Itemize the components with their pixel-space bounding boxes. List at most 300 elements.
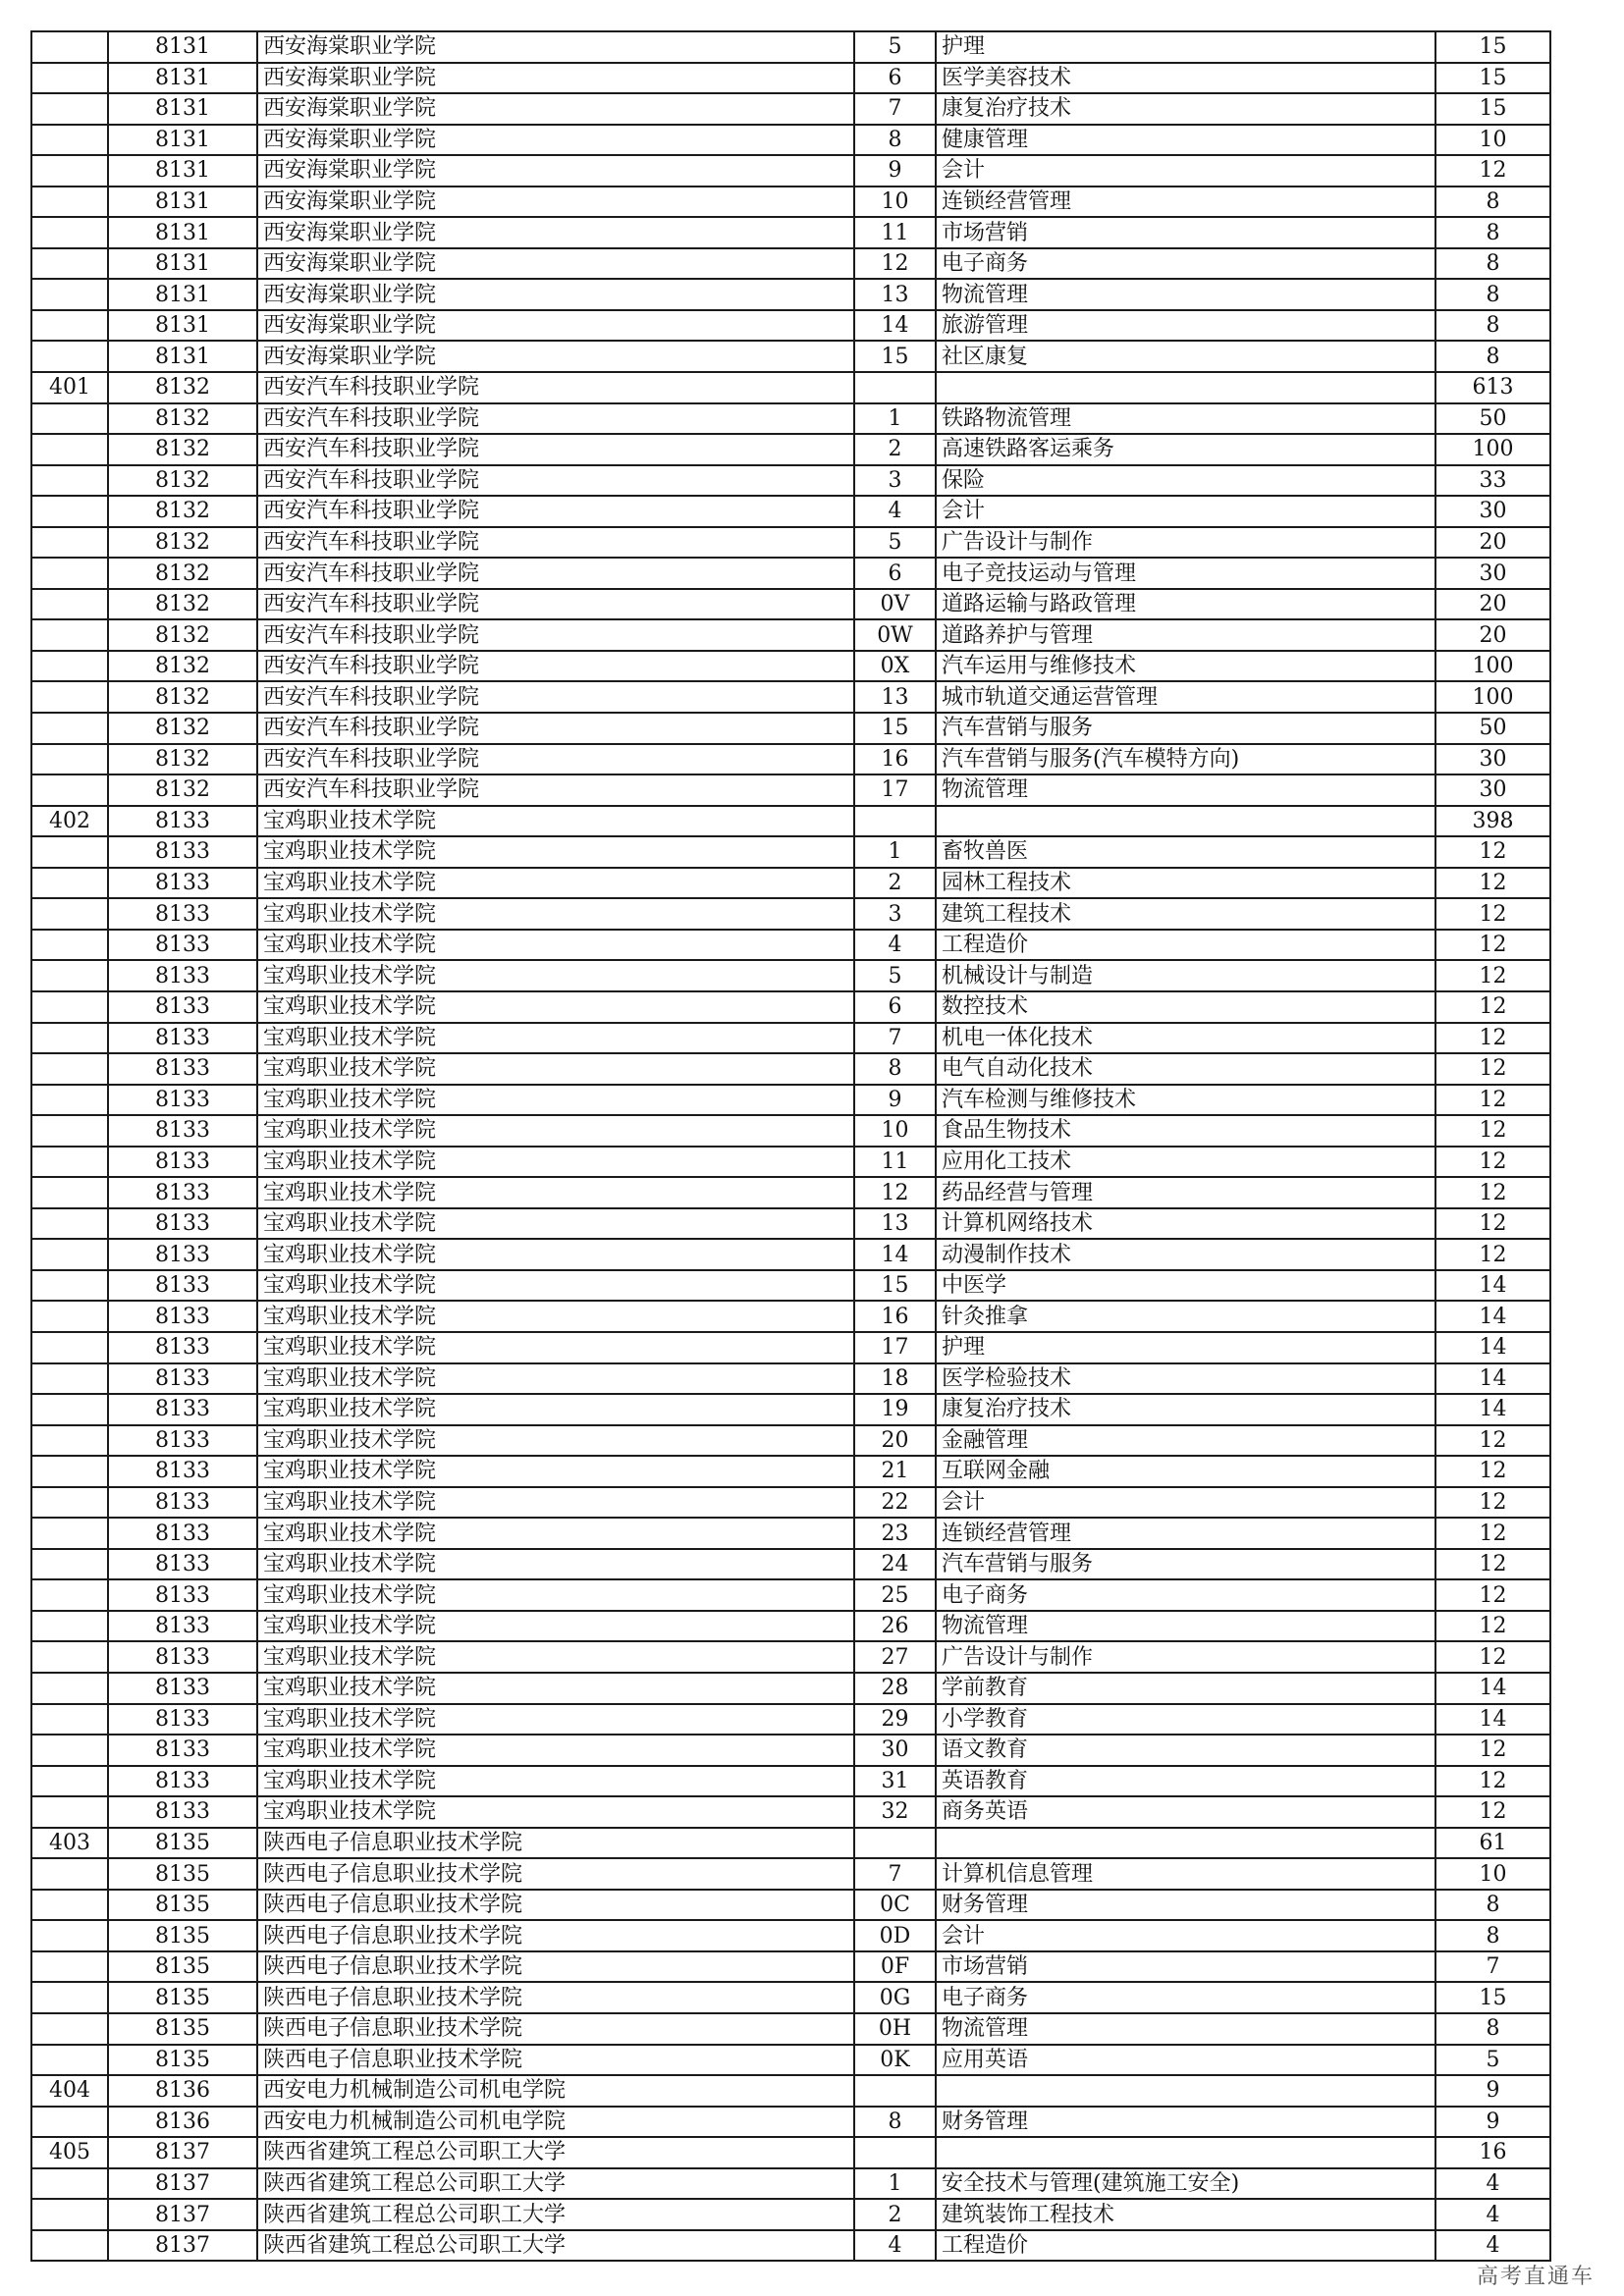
plan-count-cell: 30: [1435, 558, 1550, 589]
school-name-cell: 西安汽车科技职业学院: [257, 651, 854, 682]
school-name-cell: 宝鸡职业技术学院: [257, 898, 854, 930]
school-code-cell: 8133: [108, 1085, 257, 1116]
seq-cell: [31, 1704, 108, 1735]
school-name-cell: 西安汽车科技职业学院: [257, 434, 854, 465]
plan-count-cell: 613: [1435, 372, 1550, 403]
plan-count-cell: 14: [1435, 1301, 1550, 1332]
major-code-cell: 0W: [854, 619, 936, 651]
school-name-cell: 西安海棠职业学院: [257, 248, 854, 280]
plan-count-cell: 30: [1435, 744, 1550, 775]
school-code-cell: 8132: [108, 619, 257, 651]
major-name-cell: [936, 1828, 1435, 1859]
seq-cell: [31, 1920, 108, 1951]
major-code-cell: 0X: [854, 651, 936, 682]
school-name-cell: 西安汽车科技职业学院: [257, 774, 854, 806]
school-code-cell: 8133: [108, 1796, 257, 1828]
school-name-cell: 陕西电子信息职业技术学院: [257, 2045, 854, 2076]
plan-count-cell: 14: [1435, 1673, 1550, 1704]
seq-cell: [31, 1858, 108, 1890]
major-name-cell: 电子竞技运动与管理: [936, 558, 1435, 589]
plan-count-cell: 8: [1435, 2013, 1550, 2045]
seq-cell: 402: [31, 806, 108, 837]
major-name-cell: 医学检验技术: [936, 1363, 1435, 1395]
school-name-cell: 西安汽车科技职业学院: [257, 713, 854, 744]
plan-count-cell: 15: [1435, 31, 1550, 63]
major-name-cell: 铁路物流管理: [936, 403, 1435, 435]
plan-count-cell: 12: [1435, 1641, 1550, 1673]
major-code-cell: 1: [854, 836, 936, 868]
seq-cell: [31, 125, 108, 156]
major-name-cell: 高速铁路客运乘务: [936, 434, 1435, 465]
major-name-cell: 电气自动化技术: [936, 1053, 1435, 1085]
school-name-cell: 陕西电子信息职业技术学院: [257, 1982, 854, 2013]
major-name-cell: 应用英语: [936, 2045, 1435, 2076]
seq-cell: [31, 1735, 108, 1766]
table-row: [31, 1735, 1550, 1766]
major-code-cell: 12: [854, 1177, 936, 1208]
seq-cell: [31, 991, 108, 1023]
major-code-cell: 15: [854, 1270, 936, 1302]
plan-count-cell: 4: [1435, 2168, 1550, 2200]
school-name-cell: 宝鸡职业技术学院: [257, 1704, 854, 1735]
seq-cell: [31, 1487, 108, 1519]
major-name-cell: 动漫制作技术: [936, 1239, 1435, 1270]
major-name-cell: 畜牧兽医: [936, 836, 1435, 868]
table-body: [31, 31, 1550, 2261]
table-row: [31, 1115, 1550, 1147]
school-code-cell: 8133: [108, 1425, 257, 1457]
school-code-cell: 8133: [108, 1641, 257, 1673]
school-code-cell: 8135: [108, 1951, 257, 1983]
plan-count-cell: 16: [1435, 2137, 1550, 2168]
school-name-cell: 宝鸡职业技术学院: [257, 1673, 854, 1704]
major-code-cell: 16: [854, 1301, 936, 1332]
table-row: [31, 93, 1550, 125]
table-row: [31, 713, 1550, 744]
major-code-cell: 8: [854, 1053, 936, 1085]
table-row: [31, 187, 1550, 218]
school-code-cell: 8133: [108, 1456, 257, 1487]
table-row: [31, 496, 1550, 527]
school-code-cell: 8133: [108, 1301, 257, 1332]
plan-count-cell: 12: [1435, 1177, 1550, 1208]
school-code-cell: 8135: [108, 1982, 257, 2013]
major-name-cell: 康复治疗技术: [936, 93, 1435, 125]
school-code-cell: 8132: [108, 496, 257, 527]
major-code-cell: 23: [854, 1518, 936, 1549]
major-name-cell: 食品生物技术: [936, 1115, 1435, 1147]
major-name-cell: 物流管理: [936, 279, 1435, 310]
school-code-cell: 8133: [108, 1704, 257, 1735]
major-code-cell: 9: [854, 155, 936, 187]
school-code-cell: 8133: [108, 1394, 257, 1425]
seq-cell: [31, 1053, 108, 1085]
school-name-cell: 陕西电子信息职业技术学院: [257, 1951, 854, 1983]
major-name-cell: 物流管理: [936, 1611, 1435, 1642]
school-code-cell: 8132: [108, 744, 257, 775]
major-name-cell: 药品经营与管理: [936, 1177, 1435, 1208]
major-name-cell: 中医学: [936, 1270, 1435, 1302]
school-code-cell: 8133: [108, 930, 257, 961]
school-code-cell: 8137: [108, 2230, 257, 2262]
table-row: [31, 1641, 1550, 1673]
plan-count-cell: 8: [1435, 341, 1550, 372]
plan-count-cell: 398: [1435, 806, 1550, 837]
seq-cell: [31, 589, 108, 620]
seq-cell: [31, 1023, 108, 1054]
table-row: [31, 2168, 1550, 2200]
school-code-cell: 8135: [108, 2013, 257, 2045]
major-name-cell: 医学美容技术: [936, 63, 1435, 94]
table-row: [31, 868, 1550, 899]
major-code-cell: 19: [854, 1394, 936, 1425]
watermark-text: 高考直通车: [1476, 2265, 1595, 2289]
major-name-cell: 汽车营销与服务(汽车模特方向): [936, 744, 1435, 775]
major-code-cell: 5: [854, 960, 936, 991]
major-name-cell: 市场营销: [936, 1951, 1435, 1983]
school-code-cell: 8132: [108, 465, 257, 497]
seq-cell: [31, 1394, 108, 1425]
table-row: [31, 155, 1550, 187]
school-code-cell: 8132: [108, 713, 257, 744]
school-name-cell: 西安汽车科技职业学院: [257, 619, 854, 651]
major-code-cell: 7: [854, 1858, 936, 1890]
table-row: [31, 1177, 1550, 1208]
major-code-cell: 17: [854, 774, 936, 806]
major-name-cell: 电子商务: [936, 248, 1435, 280]
table-row: [31, 651, 1550, 682]
plan-count-cell: 30: [1435, 774, 1550, 806]
table-row: [31, 125, 1550, 156]
plan-count-cell: 12: [1435, 1549, 1550, 1580]
table-row: [31, 2137, 1550, 2168]
major-code-cell: 11: [854, 1147, 936, 1178]
major-code-cell: 26: [854, 1611, 936, 1642]
school-name-cell: 宝鸡职业技术学院: [257, 1735, 854, 1766]
major-code-cell: 0F: [854, 1951, 936, 1983]
school-code-cell: 8135: [108, 1858, 257, 1890]
table-row: [31, 31, 1550, 63]
plan-count-cell: 14: [1435, 1332, 1550, 1363]
school-code-cell: 8131: [108, 155, 257, 187]
school-code-cell: 8133: [108, 1549, 257, 1580]
school-name-cell: 宝鸡职业技术学院: [257, 1085, 854, 1116]
seq-cell: [31, 496, 108, 527]
major-name-cell: 汽车营销与服务: [936, 1549, 1435, 1580]
seq-cell: [31, 681, 108, 713]
school-code-cell: 8133: [108, 806, 257, 837]
table-row: [31, 1301, 1550, 1332]
school-code-cell: 8132: [108, 651, 257, 682]
seq-cell: [31, 217, 108, 248]
seq-cell: [31, 1982, 108, 2013]
table-row: [31, 1394, 1550, 1425]
plan-count-cell: 100: [1435, 651, 1550, 682]
major-code-cell: 24: [854, 1549, 936, 1580]
major-name-cell: 连锁经营管理: [936, 187, 1435, 218]
school-name-cell: 宝鸡职业技术学院: [257, 1549, 854, 1580]
seq-cell: [31, 465, 108, 497]
plan-count-cell: 5: [1435, 2045, 1550, 2076]
seq-cell: [31, 341, 108, 372]
enrollment-plan-table: [30, 30, 1551, 2262]
plan-count-cell: 12: [1435, 1518, 1550, 1549]
school-name-cell: 宝鸡职业技术学院: [257, 1053, 854, 1085]
major-code-cell: 0V: [854, 589, 936, 620]
school-code-cell: 8133: [108, 1053, 257, 1085]
plan-count-cell: 8: [1435, 310, 1550, 342]
major-name-cell: [936, 806, 1435, 837]
school-code-cell: 8133: [108, 1270, 257, 1302]
school-name-cell: 宝鸡职业技术学院: [257, 806, 854, 837]
plan-count-cell: 14: [1435, 1394, 1550, 1425]
major-code-cell: 8: [854, 2107, 936, 2138]
school-name-cell: 西安汽车科技职业学院: [257, 527, 854, 559]
major-code-cell: [854, 372, 936, 403]
school-name-cell: 宝鸡职业技术学院: [257, 1177, 854, 1208]
major-name-cell: 金融管理: [936, 1425, 1435, 1457]
table-row: [31, 1270, 1550, 1302]
table-row: [31, 1673, 1550, 1704]
table-row: [31, 1549, 1550, 1580]
table-row: [31, 558, 1550, 589]
school-name-cell: 宝鸡职业技术学院: [257, 1456, 854, 1487]
plan-count-cell: 12: [1435, 1147, 1550, 1178]
major-name-cell: 应用化工技术: [936, 1147, 1435, 1178]
plan-count-cell: 30: [1435, 496, 1550, 527]
plan-count-cell: 12: [1435, 1085, 1550, 1116]
seq-cell: [31, 187, 108, 218]
plan-count-cell: 15: [1435, 93, 1550, 125]
seq-cell: [31, 1208, 108, 1240]
school-code-cell: 8133: [108, 898, 257, 930]
table-row: [31, 1487, 1550, 1519]
major-code-cell: 6: [854, 63, 936, 94]
major-code-cell: 11: [854, 217, 936, 248]
table-row: [31, 1208, 1550, 1240]
school-code-cell: 8133: [108, 1332, 257, 1363]
school-name-cell: 陕西省建筑工程总公司职工大学: [257, 2168, 854, 2200]
school-name-cell: 陕西电子信息职业技术学院: [257, 1890, 854, 1921]
school-code-cell: 8136: [108, 2075, 257, 2107]
table-row: [31, 2045, 1550, 2076]
school-code-cell: 8133: [108, 1673, 257, 1704]
seq-cell: [31, 868, 108, 899]
major-code-cell: 8: [854, 125, 936, 156]
school-code-cell: 8132: [108, 403, 257, 435]
table-row: [31, 1023, 1550, 1054]
seq-cell: [31, 558, 108, 589]
seq-cell: [31, 93, 108, 125]
plan-count-cell: 12: [1435, 868, 1550, 899]
seq-cell: [31, 248, 108, 280]
table-row: [31, 310, 1550, 342]
major-name-cell: 互联网金融: [936, 1456, 1435, 1487]
plan-count-cell: 12: [1435, 1053, 1550, 1085]
school-name-cell: 宝鸡职业技术学院: [257, 1363, 854, 1395]
major-code-cell: 18: [854, 1363, 936, 1395]
school-code-cell: 8136: [108, 2107, 257, 2138]
major-name-cell: 计算机网络技术: [936, 1208, 1435, 1240]
table-row: [31, 217, 1550, 248]
major-name-cell: 广告设计与制作: [936, 1641, 1435, 1673]
plan-count-cell: 12: [1435, 1023, 1550, 1054]
major-name-cell: 康复治疗技术: [936, 1394, 1435, 1425]
table-row: [31, 991, 1550, 1023]
table-row: [31, 248, 1550, 280]
school-name-cell: 陕西省建筑工程总公司职工大学: [257, 2137, 854, 2168]
plan-count-cell: 12: [1435, 1766, 1550, 1797]
major-name-cell: [936, 2137, 1435, 2168]
major-name-cell: 语文教育: [936, 1735, 1435, 1766]
major-name-cell: 工程造价: [936, 2230, 1435, 2262]
major-code-cell: 7: [854, 1023, 936, 1054]
seq-cell: [31, 527, 108, 559]
school-code-cell: 8132: [108, 589, 257, 620]
seq-cell: [31, 1085, 108, 1116]
major-name-cell: 市场营销: [936, 217, 1435, 248]
table-row: [31, 1858, 1550, 1890]
school-name-cell: 西安汽车科技职业学院: [257, 403, 854, 435]
major-code-cell: 5: [854, 527, 936, 559]
plan-count-cell: 100: [1435, 434, 1550, 465]
major-name-cell: [936, 2075, 1435, 2107]
major-code-cell: 32: [854, 1796, 936, 1828]
school-name-cell: 宝鸡职业技术学院: [257, 1208, 854, 1240]
major-code-cell: 12: [854, 248, 936, 280]
seq-cell: [31, 1147, 108, 1178]
table-row: [31, 1053, 1550, 1085]
table-row: [31, 2230, 1550, 2262]
school-name-cell: 西安海棠职业学院: [257, 125, 854, 156]
school-code-cell: 8131: [108, 125, 257, 156]
plan-count-cell: 12: [1435, 960, 1550, 991]
school-code-cell: 8132: [108, 372, 257, 403]
major-code-cell: 3: [854, 465, 936, 497]
school-name-cell: 西安汽车科技职业学院: [257, 496, 854, 527]
school-name-cell: 西安汽车科技职业学院: [257, 681, 854, 713]
plan-count-cell: 14: [1435, 1704, 1550, 1735]
major-code-cell: 2: [854, 868, 936, 899]
plan-count-cell: 12: [1435, 1456, 1550, 1487]
school-name-cell: 陕西电子信息职业技术学院: [257, 1920, 854, 1951]
major-code-cell: 0G: [854, 1982, 936, 2013]
table-row: [31, 341, 1550, 372]
school-name-cell: 宝鸡职业技术学院: [257, 1332, 854, 1363]
major-code-cell: 6: [854, 558, 936, 589]
major-name-cell: 机械设计与制造: [936, 960, 1435, 991]
school-name-cell: 西安海棠职业学院: [257, 155, 854, 187]
school-code-cell: 8133: [108, 1177, 257, 1208]
seq-cell: [31, 744, 108, 775]
plan-count-cell: 12: [1435, 1611, 1550, 1642]
major-name-cell: 道路运输与路政管理: [936, 589, 1435, 620]
seq-cell: [31, 1239, 108, 1270]
table-row: [31, 465, 1550, 497]
school-code-cell: 8137: [108, 2137, 257, 2168]
major-code-cell: 4: [854, 930, 936, 961]
major-name-cell: 汽车运用与维修技术: [936, 651, 1435, 682]
school-name-cell: 宝鸡职业技术学院: [257, 1518, 854, 1549]
plan-count-cell: 50: [1435, 713, 1550, 744]
school-code-cell: 8132: [108, 774, 257, 806]
school-name-cell: 宝鸡职业技术学院: [257, 836, 854, 868]
major-code-cell: 27: [854, 1641, 936, 1673]
plan-count-cell: 12: [1435, 930, 1550, 961]
major-name-cell: 汽车检测与维修技术: [936, 1085, 1435, 1116]
major-name-cell: 针灸推拿: [936, 1301, 1435, 1332]
seq-cell: [31, 1518, 108, 1549]
major-code-cell: 4: [854, 496, 936, 527]
table-row: [31, 1332, 1550, 1363]
seq-cell: 405: [31, 2137, 108, 2168]
school-code-cell: 8131: [108, 187, 257, 218]
seq-cell: [31, 1951, 108, 1983]
major-name-cell: 汽车营销与服务: [936, 713, 1435, 744]
school-name-cell: 西安海棠职业学院: [257, 279, 854, 310]
major-code-cell: 0H: [854, 2013, 936, 2045]
seq-cell: [31, 1363, 108, 1395]
seq-cell: [31, 930, 108, 961]
table-row: [31, 1890, 1550, 1921]
major-code-cell: 7: [854, 93, 936, 125]
school-code-cell: 8137: [108, 2199, 257, 2230]
table-row: [31, 1766, 1550, 1797]
major-name-cell: 商务英语: [936, 1796, 1435, 1828]
major-name-cell: 道路养护与管理: [936, 619, 1435, 651]
table-row: [31, 1456, 1550, 1487]
major-name-cell: 园林工程技术: [936, 868, 1435, 899]
school-code-cell: 8133: [108, 1208, 257, 1240]
plan-count-cell: 12: [1435, 836, 1550, 868]
table-row: [31, 1828, 1550, 1859]
school-name-cell: 宝鸡职业技术学院: [257, 1147, 854, 1178]
school-code-cell: 8131: [108, 93, 257, 125]
seq-cell: [31, 1796, 108, 1828]
seq-cell: [31, 2107, 108, 2138]
major-code-cell: 10: [854, 1115, 936, 1147]
school-code-cell: 8131: [108, 63, 257, 94]
table-row: [31, 1951, 1550, 1983]
school-name-cell: 西安海棠职业学院: [257, 31, 854, 63]
school-code-cell: 8132: [108, 558, 257, 589]
school-name-cell: 陕西电子信息职业技术学院: [257, 1858, 854, 1890]
table-row: [31, 1704, 1550, 1735]
table-row: [31, 1982, 1550, 2013]
plan-count-cell: 14: [1435, 1363, 1550, 1395]
table-row: [31, 372, 1550, 403]
school-name-cell: 陕西省建筑工程总公司职工大学: [257, 2230, 854, 2262]
seq-cell: [31, 1673, 108, 1704]
major-code-cell: 17: [854, 1332, 936, 1363]
school-name-cell: 西安海棠职业学院: [257, 93, 854, 125]
school-code-cell: 8133: [108, 1518, 257, 1549]
school-name-cell: 宝鸡职业技术学院: [257, 1641, 854, 1673]
seq-cell: [31, 898, 108, 930]
major-code-cell: 14: [854, 310, 936, 342]
plan-count-cell: 9: [1435, 2075, 1550, 2107]
table-row: [31, 2199, 1550, 2230]
school-name-cell: 宝鸡职业技术学院: [257, 1796, 854, 1828]
major-code-cell: 4: [854, 2230, 936, 2262]
seq-cell: [31, 2045, 108, 2076]
seq-cell: [31, 1115, 108, 1147]
school-code-cell: 8133: [108, 1115, 257, 1147]
seq-cell: [31, 1579, 108, 1611]
major-code-cell: 21: [854, 1456, 936, 1487]
school-name-cell: 宝鸡职业技术学院: [257, 930, 854, 961]
table-row: [31, 681, 1550, 713]
